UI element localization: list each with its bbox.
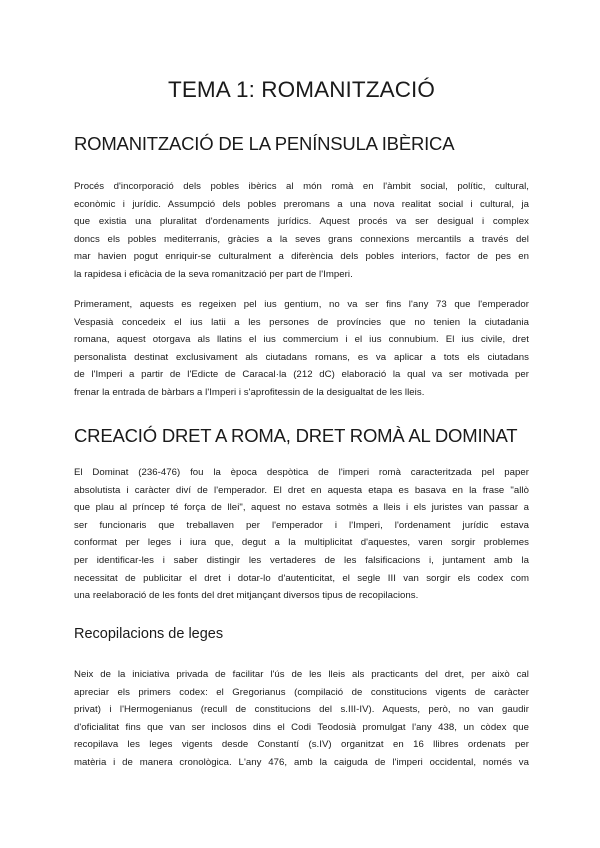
text-line: econòmic i jurídic. Assumpció dels pobles preromans a una nova realitat social i cultural, ja — [74, 198, 529, 210]
text-line: absolutista i caràcter diví de l'emperador. El dret en aquesta etapa es basava en la frase "allò — [74, 484, 529, 496]
text-line: Vespasià concedeix el ius latii a les persones de províncies que no tenien la ciutadania — [74, 316, 529, 328]
paragraph-ius-gentium — [74, 296, 529, 402]
text-line: privat) i l'Hermogenianus (recull de constitucions del s.III-IV). Aquests, però, no van gaudir — [74, 704, 529, 716]
text-line: Procés d'incorporació dels pobles ibèrics al món romà en l'àmbit social, polític, cultural, — [74, 181, 529, 192]
text-line: apreciar els primers codex: el Gregorianus (compilació de constitucions vigents de caràcter — [74, 686, 529, 698]
text-line: una reelaboració de les fonts del dret mitjançant diversos tipus de recopilacions. — [74, 590, 419, 602]
paragraph-romanitzacio-intro — [74, 178, 529, 284]
text-line: personalista destinat exclusivament als ciutadans romans, es va aplicar a tots els ciutadans — [74, 351, 529, 363]
text-line: matèria i de manera cronològica. L'any 476, amb la caiguda de l'imperi occidental, només va — [74, 756, 529, 768]
text-line: conformat per leges i iura que, degut a la multiplicitat d'aquestes, varen sorgir problemes — [74, 537, 529, 549]
text-line: Neix de la iniciativa privada de facilitar l'ús de les lleis als practicants del dret, per això cal — [74, 669, 529, 680]
document-title: TEMA 1: ROMANITZACIÓ — [167, 77, 436, 102]
text-line: El Dominat (236-476) fou la època despòtica de l'imperi romà caracteritzada pel paper — [74, 467, 529, 478]
section-heading-romanitzacio: ROMANITZACIÓ DE LA PENÍNSULA IBÈRICA — [74, 133, 455, 154]
text-line: romana, aquest otorgava als llatins el ius commercium i el ius connubium. El ius civile, dret — [74, 334, 529, 346]
text-line: la rapidesa i eficàcia de la seva romanització per part de l'Imperi. — [74, 268, 353, 280]
paragraph-dominat — [74, 464, 529, 605]
text-line: mar havien pogut enriquir-se culturalment a diferència dels pobles interiors, factor de pes en — [74, 251, 529, 263]
text-line: per identificar-les i saber distingir les vertaderes de les falsificacions i, juntament amb la — [74, 554, 529, 566]
section-heading-dret-roma: CREACIÓ DRET A ROMA, DRET ROMÀ AL DOMINAT — [74, 425, 518, 446]
text-line: d'oficialitat fins que van ser inclosos dins el Codi Teodosià promulgat l'any 438, un còdex que — [74, 721, 529, 733]
text-line: que existia una pluralitat d'ordenaments jurídics. Aquest procés va ser desigual i complex — [74, 216, 529, 228]
paragraph-recopilacions — [74, 666, 529, 772]
text-line: frenar la entrada de bàrbars a l'Imperi i s'aprofitessin de la desigualtat de les lleis. — [74, 386, 425, 398]
text-line: necessitat de publicitar el dret i dotar-lo d'autenticitat, el segle III van sorgir els codex com — [74, 572, 529, 584]
text-line: de l'Imperi a partir de l'Edicte de Caracal·la (212 dC) elaboració la qual va ser motivada per — [74, 369, 529, 381]
subsection-heading-recopilacions: Recopilacions de leges — [74, 626, 224, 642]
text-line: que plau al príncep té força de llei", aquest no estava sotmès a lleis i els juristes van passar a — [74, 502, 529, 514]
text-line: recopilava les leges vigents desde Constantí (s.IV) organitzat en 16 llibres ordenats per — [74, 739, 529, 751]
text-line: doncs els pobles mediterranis, gràcies a la seves grans connexions mercantils a través del — [74, 233, 529, 245]
text-line: ser funcionaris que treballaven per l'emperador i l'Imperi, l'ordenament jurídic estava — [74, 519, 529, 531]
text-line: Primerament, aquests es regeixen pel ius gentium, no va ser fins l'any 73 que l'emperador — [74, 299, 529, 310]
